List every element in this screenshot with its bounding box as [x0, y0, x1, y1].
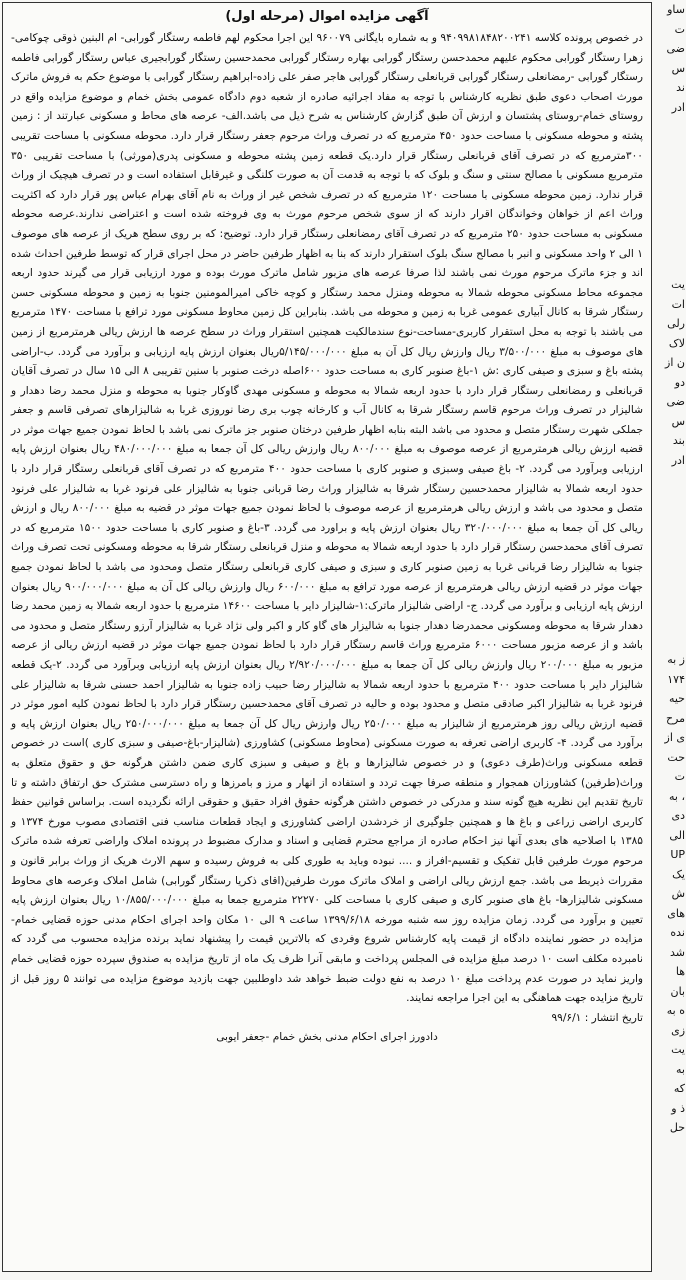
adjacent-column-fragment: [653, 0, 686, 1280]
side-fragment: حت: [667, 750, 685, 764]
side-fragment: ن از: [665, 356, 685, 369]
side-fragment: ت: [674, 770, 685, 783]
side-fragment: ادر: [671, 453, 685, 467]
side-fragment: ش: [671, 887, 685, 900]
side-fragment: نده: [670, 926, 685, 939]
side-fragment: ساو: [667, 3, 685, 16]
side-fragment: بان: [670, 984, 685, 998]
side-fragment: ه به: [666, 1004, 685, 1017]
side-fragment: س: [671, 61, 685, 75]
notice-title: آگهی مزایده اموال (مرحله اول): [225, 9, 429, 24]
side-fragment: ز به: [667, 653, 685, 666]
side-fragment: ادر: [671, 100, 685, 114]
side-fragment: زی: [671, 1023, 685, 1037]
notice-signature: دادورز اجرای احکام مدنی بخش خمام -جعفر ایوبی: [216, 1031, 438, 1044]
side-fragment: ها: [675, 965, 685, 978]
side-group-lower: [653, 650, 685, 1138]
side-fragment: ۱۷۴: [667, 672, 685, 686]
side-fragment: ت: [674, 22, 685, 36]
side-fragment: دی: [671, 809, 685, 822]
side-fragment: ضی: [666, 395, 685, 408]
side-fragment: ضی: [666, 42, 685, 55]
side-fragment: یت: [671, 278, 685, 291]
side-fragment: ذ و: [671, 1101, 685, 1115]
side-fragment: س: [671, 414, 685, 428]
side-fragment: لاک: [668, 336, 685, 350]
side-fragment: ، به: [668, 789, 685, 803]
publication-date: تاریخ انتشار : ۹۹/۶/۱: [551, 1011, 643, 1024]
side-fragment: های: [667, 906, 685, 920]
side-fragment: یک: [672, 867, 685, 881]
side-fragment: رلی: [667, 317, 685, 330]
side-fragment: حیه: [668, 692, 685, 705]
side-group-top: [653, 0, 685, 117]
side-fragment: الی: [669, 828, 685, 842]
side-fragment: به: [676, 1062, 685, 1076]
side-group-middle: [653, 275, 685, 470]
notice-body: در خصوص پرونده کلاسه ۹۴۰۹۹۸۱۸۴۸۲۰۰۲۴۱ و به شماره بایگانی ۹۶۰۰۷۹ این اجرا محکوم لهم فاطمه رستگار گورابی- ام البنین ذوقی چوکامی-زهرا رستگار گورابی محکوم علیهم محمدحسن رستگار گورابی بهاره رستگار گورابی محمدحسین رستگار گورابجیری عباس رستگار گورابی فاطمه رستگار گورابی -رمضانعلی رستگار گورابی قربانعلی رستگار گورابی هاجر صفر علی زاده-ابراهیم رستگار گورابی با موضوع حکم به فروش ماترک مورث اصحاب دعوی طبق نظریه کارشناس با توجه به مفاد اجرائیه صادره از شعبه دوم دادگاه عمومی بخش خمام و موضوع مزایده واقع در روستای خمام-روستای پشتسان و ارزش آن طبق گزارش کارشناس به شرح ذیل می باشد.الف- عرصه های محاط و مسکونی عبارتند از : زمین پشته و محوطه مسکونی با مساحت حدود ۴۵۰ مترمربع که در تصرف وراث مرحوم جعفر رستگار قرار دارد. محوطه مسکونی با مساحت تقریبی ۳۰۰مترمربع که در تصرف آقای قربانعلی رستگار قرار دارد.یک قطعه زمین پشته محوطه و مسکونی پدری(مورثی) با مساحت تقریبی ۳۵۰ مترمربع مسکونی با مصالح سنتی و سنگ و بلوک که با توجه به قدمت آن به صورت کلنگی و غیرقابل استفاده است و در تصرف هیچیک از وراث قرار ندارد. زمین محوطه مسکونی با مساحت ۱۲۰ مترمربع که در تصرف شخص غیر از وراث به نام آقای بهرام عباس پور قرار دارد که اکثریت وراث اعم از خواهان وخواندگان اقرار دارند که از سوی شخص مرحوم مورث به وی فروخته شده است و اعتراضی ندارند.عرصه محوطه مسکونی به مساحت حدود ۲۵۰ مترمربع که در تصرف آقای رمضانعلی رستگار قرار دارد. توضیح: که بر روی سطح هریک از عرصه های موصوف ۱ الی ۲ واحد مسکونی و انبر با مصالح سنگ بلوک استقرار دارند که بنا به اظهار طرفین حاضر در محل اجرای قرار که توسط طرفین احداث شده اند و جزء ماترک مرحوم مورث نمی باشند لذا صرفا عرصه های مزبور شامل ماترک مورث بوده و مورد ارزیابی قرار می گیرند حدود اربعه مجموعه محاط مسکونی محوطه شمالا به محوطه ومنزل محمد رستگار و کوچه خاکی امیرالمومنین جنوبا به زمین و محوطه مسکونی حسن رستگار شرقا به کانال آبیاری عمومی غربا به زمین و محوطه می باشد. بنابراین کل زمین محاوط مسکونی مورد ترافع با مساحت ۱۴۷۰ مترمربع می باشند با توجه به محل استقرار کاربری-مساحت-نوع سندمالکیت همچنین استقرار وراث در سطح عرصه ها ارزش ریالی هرمترمربع از زمین های موصوف به مبلغ ۳/۵۰۰/۰۰۰ ریال وارزش ریال کل آن به مبلغ ۵/۱۴۵/۰۰۰/۰۰۰ریال بعنوان ارزش پایه ارزیابی و برآورد می گردد. ب-اراضی پشته باغ و سبزی و صیفی کاری :ش ۱-باغ صنوبر کاری به مساحت حدود ۶۰۰اصله درخت صنوبر با سنین تقریبی ۸ الی ۱۵ سال در تصرف آقایان قربانعلی و رمضانعلی رستگار قرار دارد با حدود اربعه شمالا به محوطه و مسکونی مهدی گاوکار جنوبا به محوطه و منزل محمد رضا دهدار و شالیزار در تصرف وراث مرحوم قاسم رستگار شرقا به کانال آب و کارخانه چوب بری رضا نوروزی غربا به شالیزارهای تصرفی قاسم و جعفر جملکی شهرت رستگار متصل و محدود می باشد البته بنابه اظهار طرفین درختان صنوبر جز ماترک نمی باشد با لحاظ نمودن جمیع جهات موثر در قضیه ارزش ریالی هرمترمربع از عرصه موصوف به مبلغ ۸۰۰/۰۰۰ ریال وارزش ریالی کل آن جمعا به مبلغ ۴۸۰/۰۰۰/۰۰۰ ریال بعنوان ارزش پایه ارزیابی وبرآورد می گردد. ۲- باغ صیفی وسبزی و صنوبر کاری با مساحت حدود ۴۰۰ مترمربع که در تصرف آقای قربانعلی رستگار قرار دارد با حدود اربعه شمالا به شالیزار محمدحسین رستگار شرقا به شالیزار وراث رضا قربانی جنوبا به شالیزار علی فرنود غربا به شالیزار علی فرنود متصل و محدود می باشد و ارزش ریالی هرمترمربع از عرصه موصوف با لحاظ نمودن جمیع جهات موثر در قضیه به مبلغ ۸۰۰/۰۰۰ ریال و ارزش ریالی کل آن جمعا به مبلغ ۳۲۰/۰۰۰/۰۰۰ ریال بعنوان ارزش پایه و براورد می گردد. ۳-باغ و صنوبر کاری با مساحت حدود ۱۵۰۰ مترمربع که در تصرف آقای محمدحسن رستگار قرار دارد با حدود اربعه شمالا به محوطه و منزل قربانعلی رستگار شرقا به محوطه ومسکونی تحت تصرف وراث جنوبا به شالیزار رضا قربانی غربا به زمین صنوبر کاری و سبزی و صیفی کاری قربانعلی رستگار متصل ومحدود می باشد با لحاظ نمودن جمیع جهات موثر در قضیه ارزش ریالی هرمترمربع از عرصه مورد ترافع به مبلغ ۶۰۰/۰۰۰ ریال وارزش ریالی کل آن به مبلغ ۹۰۰/۰۰۰/۰۰۰ ریال بعنوان ارزش پایه ارزیابی و برآورد می گردد. ج- اراضی شالیزار ماترک:۱-شالیزار دایر با مساحت ۱۴۶۰۰ مترمربع با حدود اربعه شمالا به زمین محمد رضا دهدار شرقا به محوطه ومسکونی محمدرضا دهدار جنوبا به شالیزار های گاو کار و اکبر ولی نژاد غربا به شالیزار آرزو رستگار متصل و محدود می باشد و از عرصه مزبور مساحت ۶۰۰۰ مترمربع وراث قاسم رستگار قرار دارد با لحاظ نمودن جمیع جهات موثر در قضیه ارزش ریالی از عرصه مزبور به مبلغ ۲۰۰/۰۰۰ ریال وارزش ریالی کل آن جمعا به مبلغ ۲/۹۲۰/۰۰۰/۰۰۰ ریال بعنوان ارزش پایه ارزیابی وبرآورد می گردد. ۲-یک قطعه شالیزار دایر با مساحت حدود ۴۰۰ مترمربع با حدود اربعه شمالا به شالیزار رضا حبیب زاده جنوبا به شالیزار احمد حسنی شرقا به شالیزار علی فرنود غربا به شالیزار اکبر صادقی متصل و محدود بوده و حالیه در تصرف آقای محمدحسین رستگار قرار دارد با لحاظ نمودن کلیه امور موثر در قضیه ارزش ریالی روز هرمترمربع از شالیزار به مبلغ ۲۵۰/۰۰۰ ریال وارزش ریال کل آن جمعا به مبلغ ۲۵۰/۰۰۰/۰۰۰ ریال بعنوان ارزش پایه و برآورد می گردد. ۴- کاربری اراضی تعرفه به صورت مسکونی (محاوط مسکونی) کشاورزی (شالیزار-باغ-صیفی و سبزی کاری )است در خصوص قطعه مسکونی وراث(طرف دعوی) و در خصوص شالیزارها و باغ و صیفی و سبزی کاری ضمن داشتن هرگونه حق و حقوق متعلق به وراث(طرفین) کشاورزان همجوار و منطقه صرفا جهت تردد و استفاده از انهار و مرز و بامرزها و راه دسترسی مشترک حق ارتفاق داشته و تا تاریخ تقدیم این نظریه هیچ گونه سند و مدرکی در خصوص داشتن هرگونه حقوق افراد حقیق و حقوقی ارائه نگردیده است. براساس قوانین حفظ کاربری اراضی زراعی و باغ ها و همچنین جلوگیری از خردشدن اراضی کشاورزی و ایجاد قطعات مناسب فنی اقتصادی مصوب مورخ ۱۳۷۴ و ۱۳۸۵ با اصلاحیه های بعدی آنها نیز احکام صادره از مراجع محترم قضایی و اسناد و مدارک مضبوط در پرونده املاک واراضی تعرفه شده ماترک مرحوم مورث طرفین قابل تفکیک و تقسیم-افراز و .... نبوده وباید به طوری کلی به فروش رسیده و سهم الارث هریک از وراث برابر قانون و مقررات ذیربط می باشد. جمع ارزش ریالی اراضی و املاک ماترک مورث طرفین(اقای ذکریا رستگار گورابی) شامل املاک وعرصه های محاوط مسکونی شالیزارها- باغ های صنوبر کاری و صیفی کاری با مساحت کلی ۲۲۲۷۰ مترمربع جمعا به مبلغ ۱۰/۸۵۵/۰۰۰/۰۰۰ ریال بعنوان ارزش پایه تعیین و برآورد می گردد. زمان مزایده روز سه شنبه مورخه ۱۳۹۹/۶/۱۸ ساعت ۹ الی ۱۰ مکان واحد اجرای احکام مدنی حوزه قضایی خمام- مزایده در حضور نماینده دادگاه از قیمت پایه کارشناس شروع وفردی که بالاترین قیمت را پیشنهاد نماید برنده مزایده محسوب می گردد که نامبرده مکلف است ۱۰ درصد مبلغ مزایده فی المجلس پرداخت و مابقی آنرا ظرف یک ماه از تاریخ مزایده به صندوق سپرده حوزه قضایی خمام واریز نماید در صورت عدم پرداخت مبلغ ۱۰ درصد به نفع دولت ضبط خواهد شد داوطلبین جهت بازدید موضوع مزایده می توانند ۵ روز قبل از تاریخ مزایده جهت هماهنگی به این اجرا مراجعه نمایند.: [11, 32, 644, 1005]
side-fragment: ی از: [664, 731, 685, 744]
side-fragment: یت: [671, 1043, 685, 1056]
side-fragment: مرح: [665, 711, 685, 725]
side-fragment: بند: [672, 434, 685, 447]
side-fragment: که: [673, 1082, 685, 1095]
side-fragment: شد: [670, 945, 685, 959]
auction-notice: [2, 2, 652, 1272]
side-fragment: UP: [670, 848, 685, 861]
side-fragment: ات: [671, 297, 685, 311]
side-fragment: دو: [674, 375, 685, 389]
side-fragment: حل: [669, 1121, 685, 1134]
side-fragment: ند: [676, 81, 685, 94]
